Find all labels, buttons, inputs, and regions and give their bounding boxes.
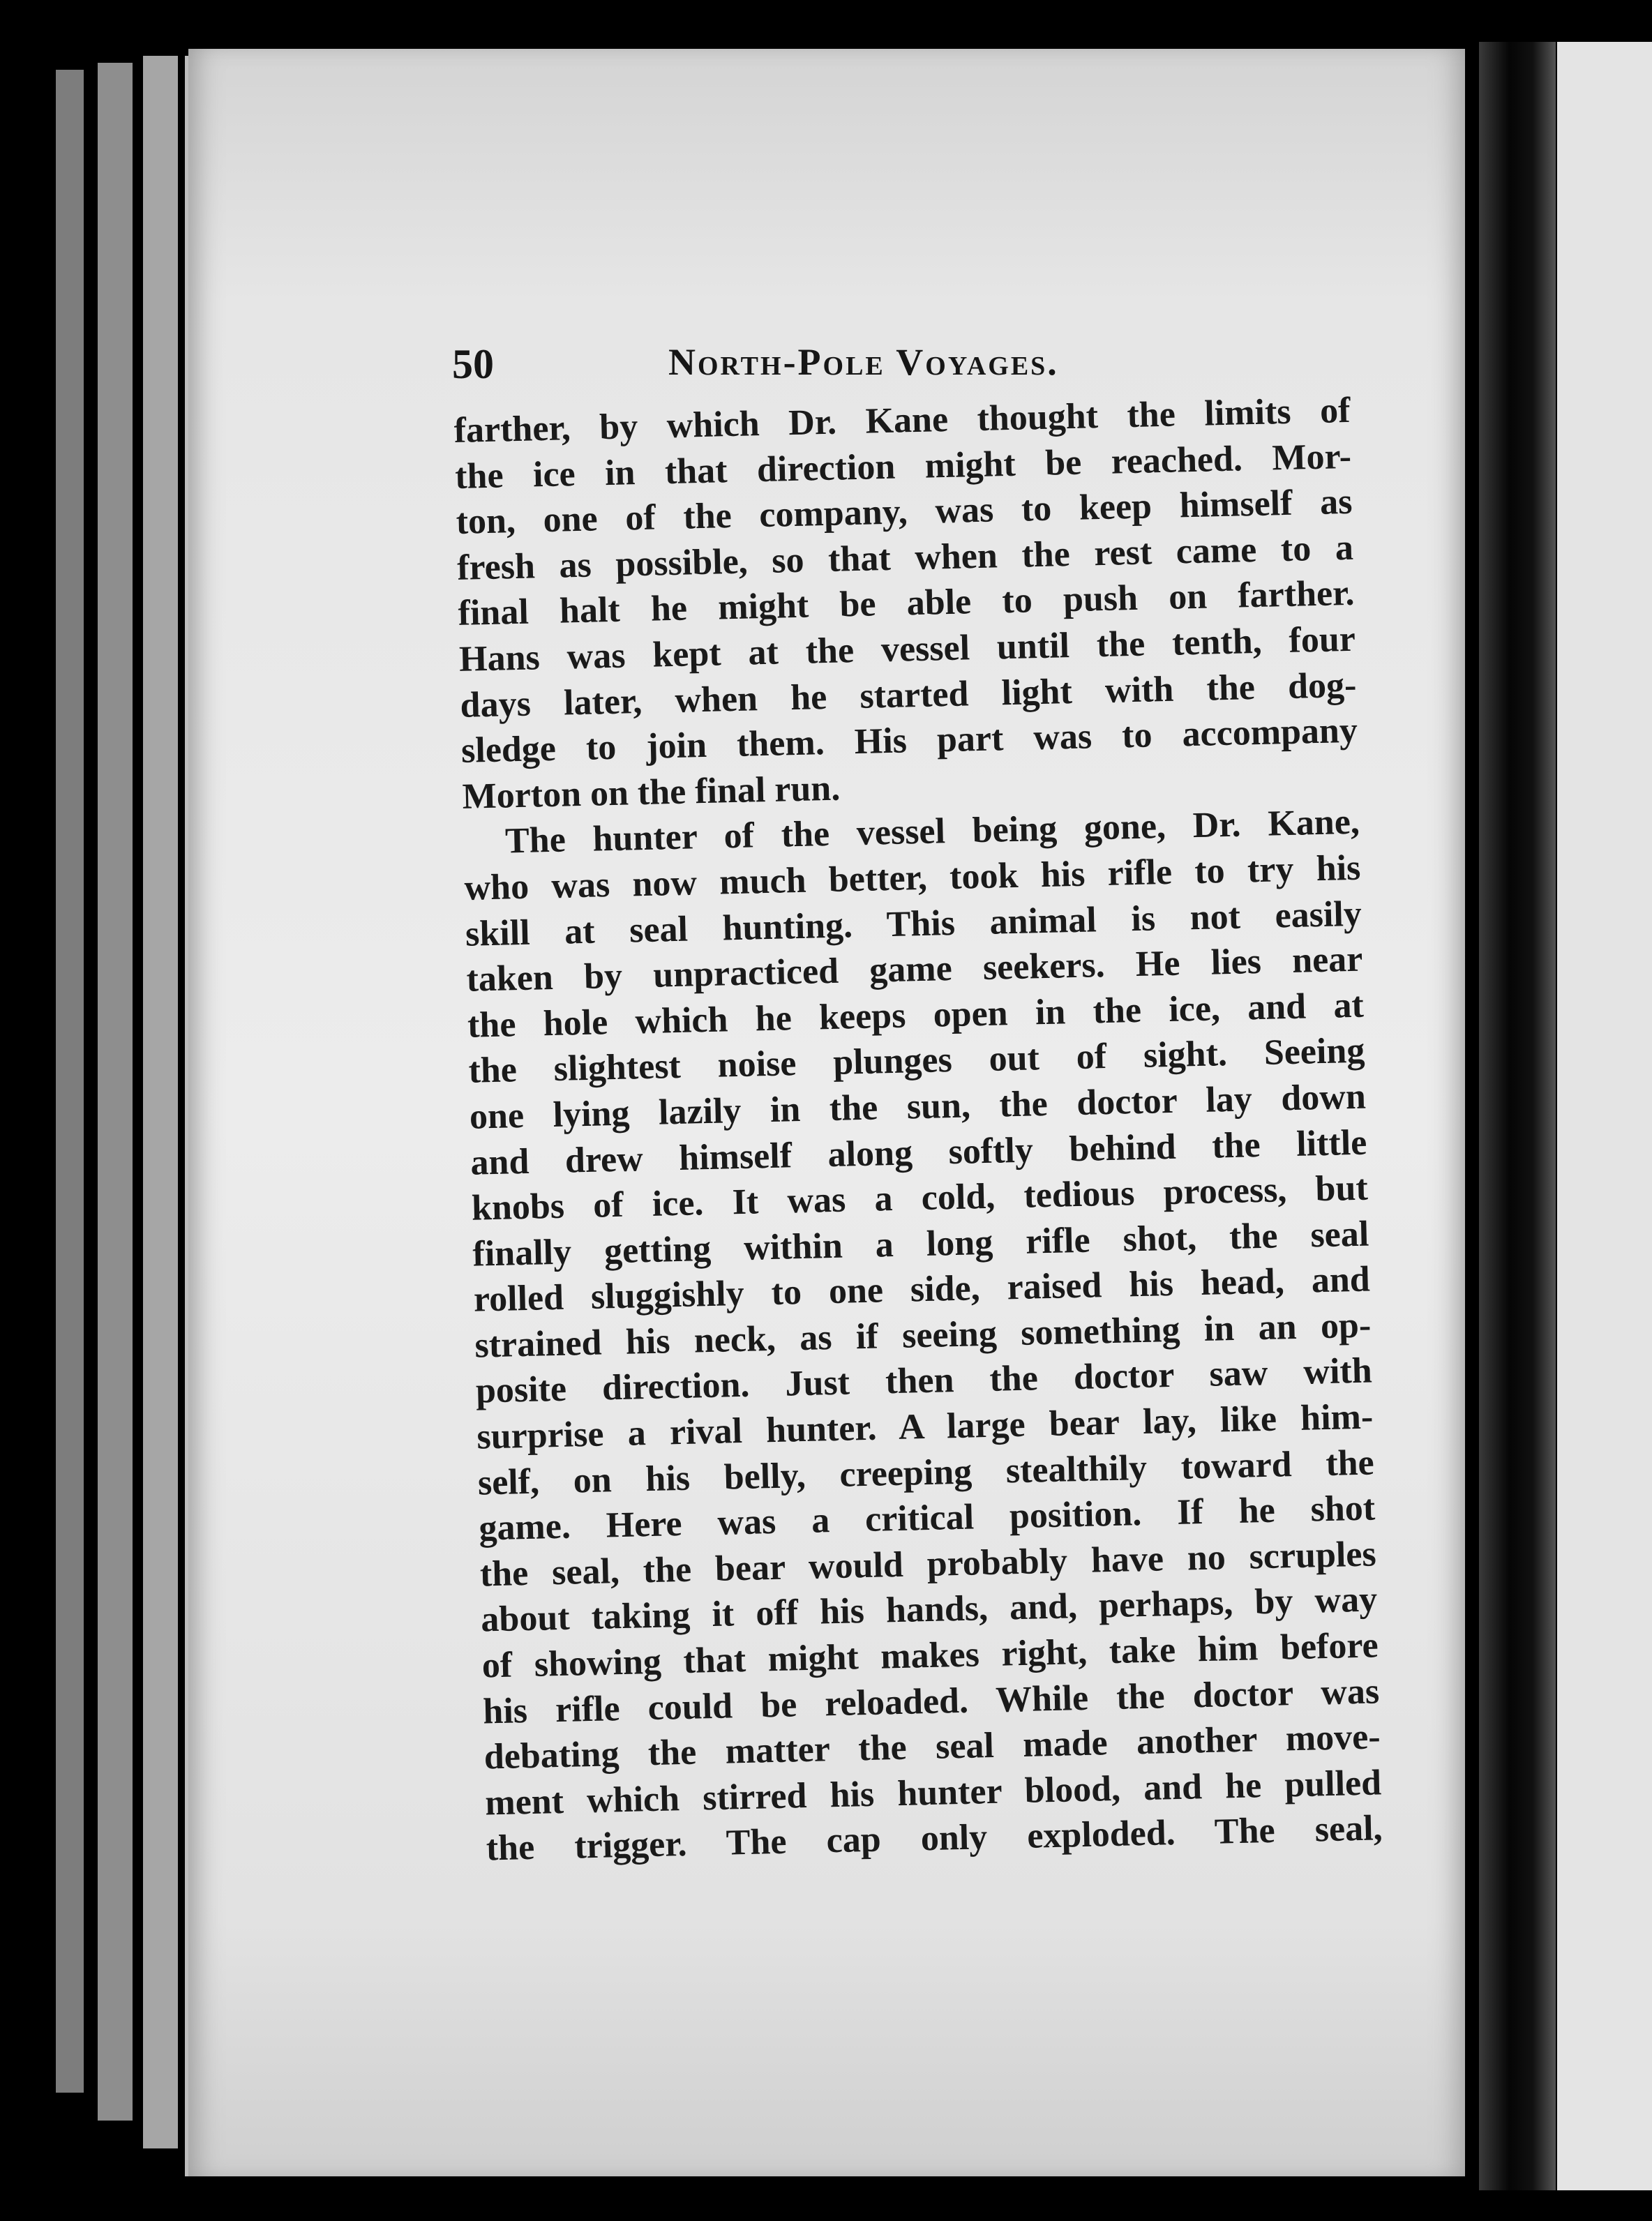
body-text <box>453 388 1383 1872</box>
facing-page-edge <box>1557 42 1652 2190</box>
page-edge <box>98 63 133 2121</box>
text-line: game. Here was a critical position. If he shot <box>478 1488 1376 1549</box>
text-line: farther, by which Dr. Kane thought the limits of <box>453 390 1351 451</box>
text-line: Morton on the final run. <box>461 768 841 817</box>
text-line: The hunter of the vessel being gone, Dr. Kane, <box>504 802 1360 861</box>
text-line: of showing that might makes right, take him before <box>481 1625 1379 1686</box>
text-line: ton, one of the company, was to keep himself as <box>456 481 1353 543</box>
text-line: sledge to join them. His part was to accompany <box>460 710 1358 771</box>
text-line: the trigger. The cap only exploded. The seal, <box>486 1808 1383 1869</box>
text-line: finally getting within a long rifle shot, the seal <box>472 1214 1369 1274</box>
text-line: days later, when he started light with the dog- <box>460 665 1357 725</box>
text-line: the slightest noise plunges out of sight. Seeing <box>467 1030 1365 1092</box>
text-line: strained his neck, as if seeing something in an op- <box>474 1305 1372 1366</box>
text-line: about taking it off his hands, and, perhaps, by way <box>480 1579 1378 1640</box>
text-line: knobs of ice. It was a cold, tedious process, but <box>471 1168 1369 1228</box>
text-line: posite direction. Just then the doctor saw with <box>475 1350 1373 1412</box>
text-line: self, on his belly, creeping stealthily toward the <box>477 1443 1375 1503</box>
running-head: North-Pole Voyages. <box>668 341 1059 383</box>
page-edge <box>56 70 84 2093</box>
text-line: skill at seal hunting. This animal is not easily <box>465 894 1362 954</box>
text-line: rolled sluggishly to one side, raised his head, and <box>473 1259 1371 1320</box>
text-line: one lying lazily in the sun, the doctor lay down <box>469 1076 1367 1137</box>
text-line: the seal, the bear would probably have no scruples <box>479 1534 1377 1595</box>
book-gutter <box>1479 42 1556 2190</box>
text-line: Hans was kept at the vessel until the tenth, four <box>458 619 1356 679</box>
text-line: debating the matter the seal made another move- <box>483 1717 1381 1777</box>
text-line: his rifle could be reloaded. While the doctor was <box>482 1671 1380 1732</box>
page-header <box>452 340 1345 396</box>
text-line: the hole which he keeps open in the ice, and at <box>467 985 1365 1046</box>
text-line: who was now much better, took his rifle to try his <box>463 848 1361 908</box>
text-line: and drew himself along softly behind the little <box>470 1122 1367 1183</box>
page-edge <box>143 56 178 2148</box>
text-line: surprise a rival hunter. A large bear lay, like him- <box>476 1396 1374 1457</box>
text-line: taken by unpracticed game seekers. He lies near <box>465 939 1363 1000</box>
text-line: ment which stirred his hunter blood, and he pulled <box>484 1763 1382 1823</box>
text-line: fresh as possible, so that when the rest came to a <box>456 527 1354 588</box>
page-number: 50 <box>452 341 494 387</box>
text-line: the ice in that direction might be reached. Mor- <box>454 436 1352 497</box>
text-line: final halt he might be able to push on farther. <box>458 573 1356 634</box>
